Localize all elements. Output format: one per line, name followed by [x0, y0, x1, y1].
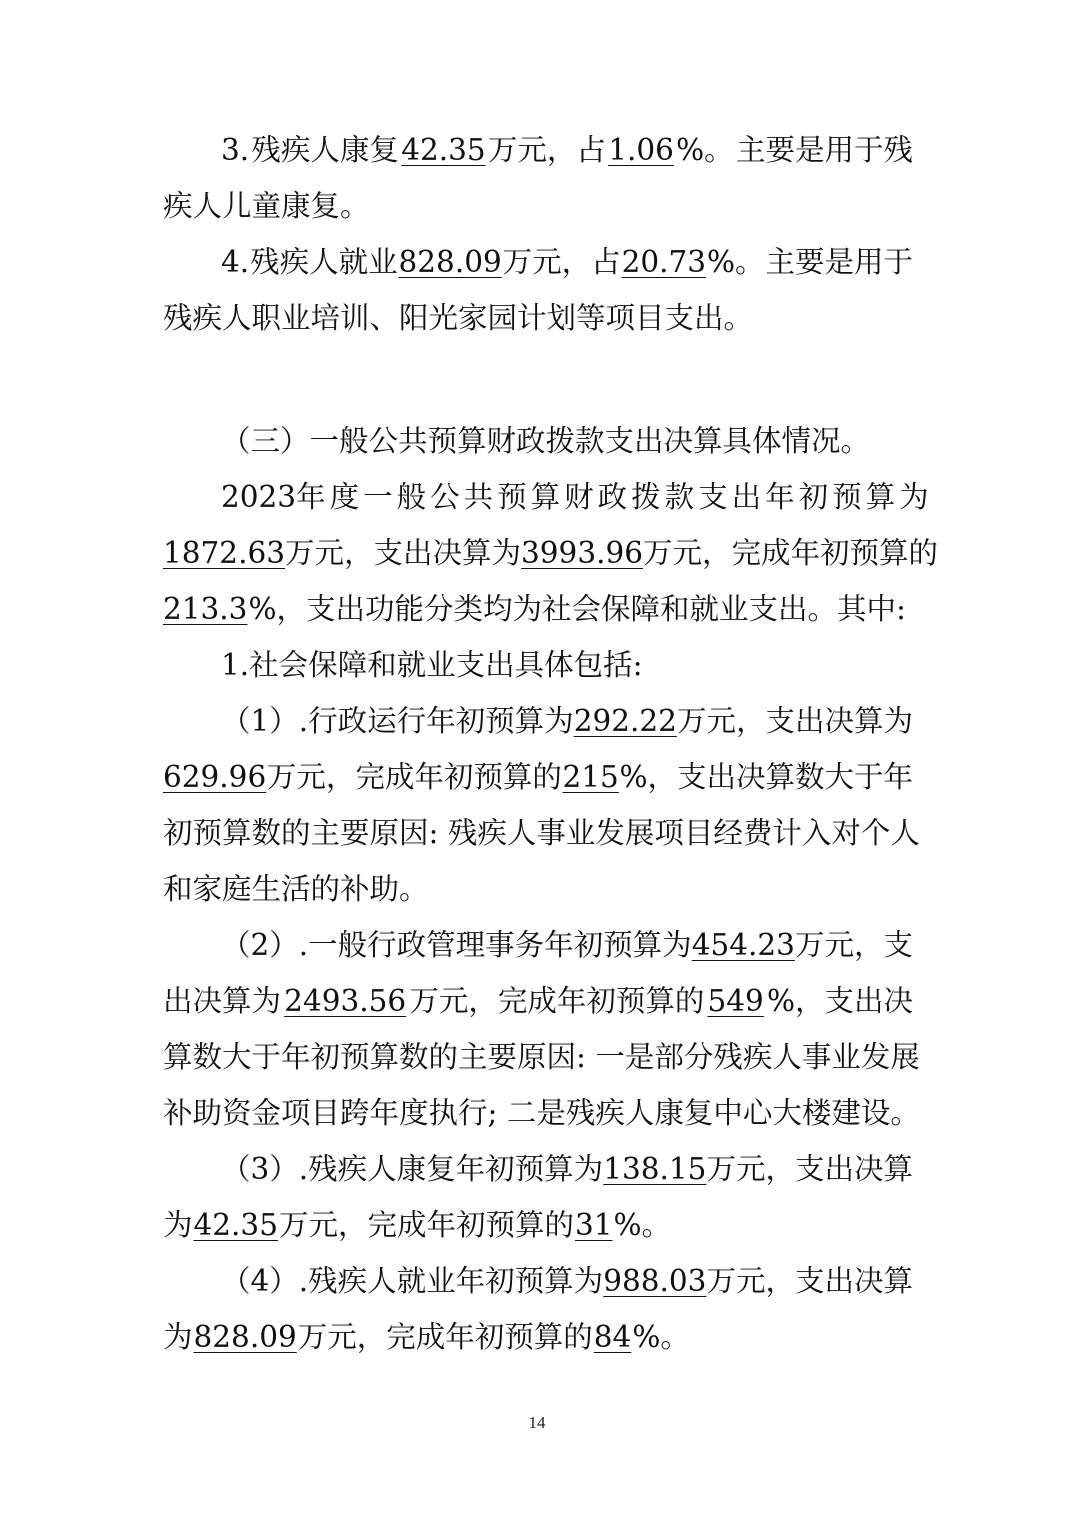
p4-line2 [163, 1317, 913, 1357]
item-text: 残疾人职业培训、阳光家园计划等项目支出。 [163, 301, 754, 335]
paragraph-text: %。 [613, 1208, 672, 1242]
actual-value: 629.96 [163, 760, 267, 794]
p4-line1 [221, 1261, 913, 1301]
intro-text: 万元，完成年初预算的 [643, 536, 939, 570]
rate-value: 31 [574, 1208, 613, 1242]
item-percent: 20.73 [621, 245, 707, 279]
paragraph-text: 残疾人康复年初预算为 [308, 1152, 604, 1186]
paragraph-text: 算数大于年初预算数的主要原因: 一是部分残疾人事业发展 [163, 1040, 920, 1074]
heading-text: （三）一般公共预算财政拨款支出决算具体情况。 [221, 424, 871, 458]
intro-text: 万元，支出决算为 [285, 536, 522, 570]
item-text: %。 [706, 245, 765, 279]
paragraph-text: 万元，支出决算 [706, 1152, 913, 1186]
p3-line1 [221, 1149, 913, 1189]
paragraph-text: 万元，完成年初预算的 [266, 760, 562, 794]
paragraph-text: 和家庭生活的补助。 [163, 872, 429, 906]
item-amount: 828.09 [398, 245, 502, 279]
paragraph-text: 万元，完成年初预算的 [409, 984, 705, 1018]
p2-line4 [163, 1093, 920, 1133]
item-name: 残疾人康复 [251, 133, 399, 167]
item-number: 4. [221, 245, 250, 279]
paragraph-text: 万元，支出决算为 [676, 704, 913, 738]
budget-value: 988.03 [603, 1264, 707, 1298]
paragraph-text: 补助资金项目跨年度执行; 二是残疾人康复中心大楼建设。 [163, 1096, 920, 1130]
paragraph-text: 初预算数的主要原因: 残疾人事业发展项目经费计入对个人 [163, 816, 920, 850]
paragraph-label: （1）. [221, 704, 309, 738]
paragraph-text: 出决算为 [163, 984, 282, 1018]
item-text: 疾人儿童康复。 [163, 189, 370, 223]
item-text: %。 [676, 133, 734, 167]
paragraph-text: 残疾人就业年初预算为 [308, 1264, 604, 1298]
p2-line3 [163, 1037, 920, 1077]
actual-value: 42.35 [193, 1208, 278, 1242]
actual-value: 2493.56 [284, 984, 407, 1018]
rate-value: 84 [593, 1320, 632, 1354]
item-text: 主要是用于残 [735, 133, 913, 167]
actual-value: 828.09 [193, 1320, 297, 1354]
paragraph-text: 万元，完成年初预算的 [297, 1320, 593, 1354]
intro-line1 [221, 477, 933, 517]
paragraph-label: （3）. [221, 1152, 309, 1186]
sub-heading [221, 645, 913, 685]
item-text: 万元，占 [487, 133, 606, 167]
paragraph-text: 万元，支出决算 [706, 1264, 913, 1298]
rate-value: 549 [707, 984, 764, 1018]
paragraph-text: %，支出决算数大于年 [619, 760, 913, 794]
paragraph-text: %。 [632, 1320, 690, 1354]
rate-value: 215 [562, 760, 619, 794]
paragraph-text: 万元，完成年初预算的 [278, 1208, 574, 1242]
intro-line2 [163, 533, 939, 573]
intro-line3 [163, 589, 913, 629]
item-name: 残疾人就业 [250, 245, 398, 279]
paragraph-label: （4）. [221, 1264, 309, 1298]
paragraph-label: （2）. [221, 928, 309, 962]
item-text: 主要是用于 [765, 245, 913, 279]
item4-line1 [221, 242, 913, 282]
actual-value: 3993.96 [521, 536, 644, 570]
year-value: 2023 [221, 480, 297, 514]
paragraph-text: 为 [163, 1208, 193, 1242]
p1-line3 [163, 813, 920, 853]
paragraph-text: 行政运行年初预算为 [308, 704, 574, 738]
paragraph-text: 万元，支 [794, 928, 913, 962]
item-text: 万元，占 [502, 245, 621, 279]
intro-text: 年度一般公共预算财政拨款支出年初预算为 [296, 480, 933, 514]
item-amount: 42.35 [401, 133, 486, 167]
p1-line1 [221, 701, 913, 741]
budget-value: 138.15 [603, 1152, 707, 1186]
p2-line2 [163, 981, 913, 1021]
rate-value: 213.3 [163, 592, 248, 626]
budget-value: 1872.63 [163, 536, 285, 570]
p2-line1 [221, 925, 913, 965]
intro-text: %，支出功能分类均为社会保障和就业支出。其中: [248, 592, 906, 626]
budget-value: 454.23 [691, 928, 795, 962]
section-heading [221, 421, 913, 461]
item-percent: 1.06 [608, 133, 674, 167]
heading-text: 1.社会保障和就业支出具体包括: [221, 648, 643, 682]
item4-line2 [163, 298, 913, 338]
item3-line2 [163, 186, 913, 226]
item-number: 3. [221, 133, 250, 167]
paragraph-text: %，支出决 [766, 984, 913, 1018]
paragraph-text: 一般行政管理事务年初预算为 [308, 928, 692, 962]
paragraph-text: 为 [163, 1320, 193, 1354]
p1-line4 [163, 869, 913, 909]
p1-line2 [163, 757, 913, 797]
item3-line1 [221, 130, 913, 170]
budget-value: 292.22 [573, 704, 677, 738]
page-number: 14 [528, 1413, 546, 1432]
p3-line2 [163, 1205, 913, 1245]
